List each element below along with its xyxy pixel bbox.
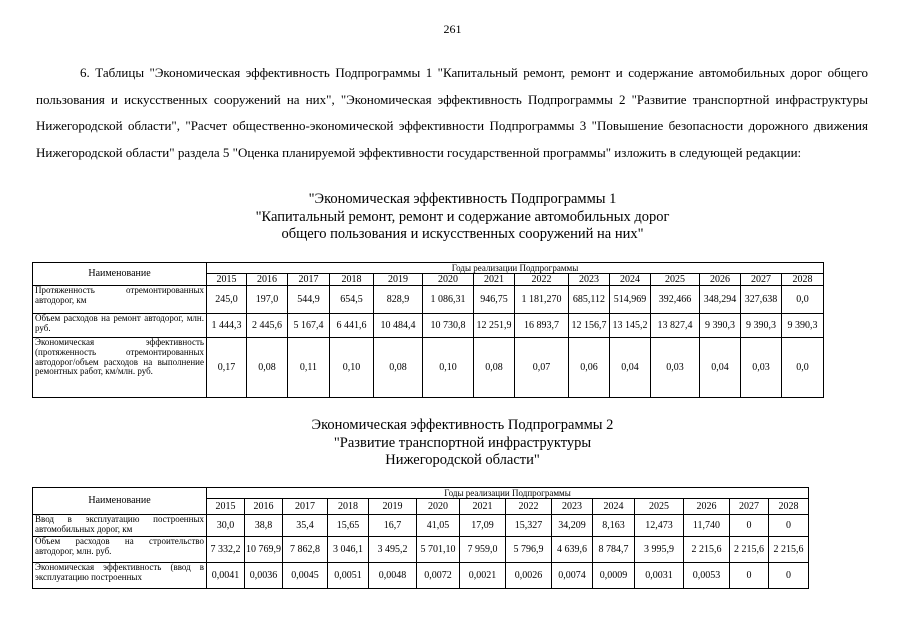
table2-cell: 0,0051 — [328, 563, 369, 589]
table1-cell: 13 145,2 — [610, 314, 651, 338]
table2-cell: 2 215,6 — [769, 537, 809, 563]
table1-cell: 0,10 — [330, 338, 374, 398]
table1-cell: 0,08 — [374, 338, 423, 398]
table2-row-name: Ввод в эксплуатацию построенных автомобильных дорог, км — [33, 515, 207, 537]
table2-cell: 0,0045 — [283, 563, 328, 589]
table1-cell: 0,0 — [782, 338, 824, 398]
table1-cell: 5 167,4 — [288, 314, 330, 338]
table2-cell: 0,0053 — [684, 563, 730, 589]
table2-cell: 5 701,10 — [417, 537, 460, 563]
table1-name-header: Наименование — [33, 263, 207, 286]
table2-cell: 7 959,0 — [460, 537, 506, 563]
table1-cell: 0,04 — [610, 338, 651, 398]
table1-row-name: Экономическая эффективность (протяженность отремонтированных автодорог/объем расходов на выполнение ремонтных работ, км/млн. руб. — [33, 338, 207, 398]
table2-cell: 0 — [769, 515, 809, 537]
table1-year-header: 2015 — [207, 274, 247, 286]
table1-cell: 544,9 — [288, 286, 330, 314]
table2-row-name: Объем расходов на строительство автодорог, млн. руб. — [33, 537, 207, 563]
table1-row-name: Объем расходов на ремонт автодорог, млн. руб. — [33, 314, 207, 338]
table2-cell: 0,0072 — [417, 563, 460, 589]
table1-cell: 0,08 — [474, 338, 515, 398]
table1-cell: 10 484,4 — [374, 314, 423, 338]
table1-cell: 514,969 — [610, 286, 651, 314]
table1-cell: 9 390,3 — [741, 314, 782, 338]
table2-cell: 0 — [769, 563, 809, 589]
table2-group-header: Годы реализации Подпрограммы — [207, 488, 809, 499]
table1-cell: 0,10 — [423, 338, 474, 398]
table1-cell: 0,0 — [782, 286, 824, 314]
table1-year-header: 2022 — [515, 274, 569, 286]
table1-cell: 392,466 — [651, 286, 700, 314]
table1-cell: 0,07 — [515, 338, 569, 398]
table1-cell: 9 390,3 — [700, 314, 741, 338]
table2-cell: 2 215,6 — [730, 537, 769, 563]
table2-year-header: 2017 — [283, 499, 328, 515]
table2-year-header: 2027 — [730, 499, 769, 515]
table2-cell: 0,0041 — [207, 563, 245, 589]
page-number: 261 — [443, 22, 462, 36]
table1-year-header: 2021 — [474, 274, 515, 286]
table2-cell: 15,327 — [506, 515, 552, 537]
table1-cell: 0,04 — [700, 338, 741, 398]
table2-cell: 7 862,8 — [283, 537, 328, 563]
table1-title-line: общего пользования и искусственных сооружений на них" — [281, 226, 644, 242]
table1-title — [0, 191, 905, 244]
table1-year-header: 2027 — [741, 274, 782, 286]
table1-title-line: "Экономическая эффективность Подпрограммы 1 — [308, 191, 617, 207]
table2-year-header: 2021 — [460, 499, 506, 515]
table2-year-header: 2026 — [684, 499, 730, 515]
table2-cell: 35,4 — [283, 515, 328, 537]
table1-cell: 1 181,270 — [515, 286, 569, 314]
table2-name-header: Наименование — [33, 488, 207, 515]
table2-cell: 0,0074 — [552, 563, 593, 589]
table1-year-header: 2023 — [569, 274, 610, 286]
table1-cell: 10 730,8 — [423, 314, 474, 338]
table1-cell: 13 827,4 — [651, 314, 700, 338]
table1-cell: 197,0 — [247, 286, 288, 314]
table1-cell: 0,03 — [651, 338, 700, 398]
table2-year-header: 2022 — [506, 499, 552, 515]
table1-year-header: 2016 — [247, 274, 288, 286]
table2-cell: 0,0048 — [369, 563, 417, 589]
table1-cell: 6 441,6 — [330, 314, 374, 338]
table1-cell: 0,11 — [288, 338, 330, 398]
table1-cell: 16 893,7 — [515, 314, 569, 338]
table2-cell: 15,65 — [328, 515, 369, 537]
table2-cell: 0,0021 — [460, 563, 506, 589]
table2-title-line: Нижегородской области" — [385, 452, 540, 468]
table1-year-header: 2020 — [423, 274, 474, 286]
table2-cell: 12,473 — [635, 515, 684, 537]
table2-cell: 4 639,6 — [552, 537, 593, 563]
table1-cell: 12 251,9 — [474, 314, 515, 338]
table1-title-line: "Капитальный ремонт, ремонт и содержание автомобильных дорог — [255, 208, 670, 225]
table1-year-header: 2026 — [700, 274, 741, 286]
table1-cell: 946,75 — [474, 286, 515, 314]
table1-cell: 348,294 — [700, 286, 741, 314]
table1-cell: 1 086,31 — [423, 286, 474, 314]
table1-cell: 0,03 — [741, 338, 782, 398]
table1-row — [33, 338, 824, 398]
table2-title — [0, 417, 905, 470]
table1-year-header: 2017 — [288, 274, 330, 286]
table2-cell: 5 796,9 — [506, 537, 552, 563]
table2-cell: 11,740 — [684, 515, 730, 537]
table2-cell: 8 784,7 — [593, 537, 635, 563]
table1-row — [33, 314, 824, 338]
table2-cell: 0,0036 — [245, 563, 283, 589]
table1-year-header: 2019 — [374, 274, 423, 286]
table2-cell: 38,8 — [245, 515, 283, 537]
table2-year-header: 2024 — [593, 499, 635, 515]
table2-title-line: Экономическая эффективность Подпрограммы 2 — [311, 417, 614, 433]
table1-cell: 0,08 — [247, 338, 288, 398]
table2-cell: 41,05 — [417, 515, 460, 537]
table1 — [32, 262, 824, 398]
table2-cell: 3 046,1 — [328, 537, 369, 563]
table2-cell: 17,09 — [460, 515, 506, 537]
table2-body — [33, 515, 809, 589]
table2-cell: 30,0 — [207, 515, 245, 537]
table1-row-name: Протяженность отремонтированных автодорог, км — [33, 286, 207, 314]
table2-cell: 0,0031 — [635, 563, 684, 589]
table1-year-header: 2024 — [610, 274, 651, 286]
table1-cell: 685,112 — [569, 286, 610, 314]
table2-year-header: 2015 — [207, 499, 245, 515]
table2-cell: 0,0026 — [506, 563, 552, 589]
table2-cell: 7 332,2 — [207, 537, 245, 563]
table2-year-header: 2018 — [328, 499, 369, 515]
table2-row — [33, 563, 809, 589]
table1-body — [33, 286, 824, 398]
table1-cell: 0,06 — [569, 338, 610, 398]
table2-cell: 0 — [730, 515, 769, 537]
table2-row — [33, 537, 809, 563]
table1-row — [33, 286, 824, 314]
table1-cell: 828,9 — [374, 286, 423, 314]
table1-cell: 327,638 — [741, 286, 782, 314]
table2-year-header: 2028 — [769, 499, 809, 515]
table2-row-name: Экономическая эффективность (ввод в эксплуатацию построенных — [33, 563, 207, 589]
table2-year-header: 2019 — [369, 499, 417, 515]
table1-cell: 1 444,3 — [207, 314, 247, 338]
table1-group-header: Годы реализации Подпрограммы — [207, 263, 824, 274]
table2-cell: 2 215,6 — [684, 537, 730, 563]
table2-cell: 16,7 — [369, 515, 417, 537]
table2-cell: 0,0009 — [593, 563, 635, 589]
table2-cell: 8,163 — [593, 515, 635, 537]
intro-paragraph: 6. Таблицы "Экономическая эффективность Подпрограммы 1 "Капитальный ремонт, ремонт и содержание автомобильных дорог общего пользования и искусственных сооружений на них", "Экономическая эффективность Подпрограммы 2 "Развитие транспортной инфраструктуры Нижегородской области", "Расчет общественно-экономической эффективности Подпрограммы 3 "Повышение безопасности дорожного движения Нижегородской области" раздела 5 "Оценка планируемой эффективности государственной программы" изложить в следующей редакции: — [36, 65, 868, 160]
table2-year-header: 2016 — [245, 499, 283, 515]
table2-row — [33, 515, 809, 537]
table2-year-header: 2025 — [635, 499, 684, 515]
table1-cell: 9 390,3 — [782, 314, 824, 338]
table1-cell: 654,5 — [330, 286, 374, 314]
table2-cell: 0 — [730, 563, 769, 589]
table1-year-header: 2018 — [330, 274, 374, 286]
table2-title-line: "Развитие транспортной инфраструктуры — [333, 434, 592, 451]
table2-year-header: 2020 — [417, 499, 460, 515]
table2-header-row — [33, 488, 809, 499]
table1-cell: 0,17 — [207, 338, 247, 398]
table1-year-header: 2028 — [782, 274, 824, 286]
table1-cell: 245,0 — [207, 286, 247, 314]
table1-cell: 12 156,7 — [569, 314, 610, 338]
table2 — [32, 487, 809, 589]
table2-year-header: 2023 — [552, 499, 593, 515]
table1-cell: 2 445,6 — [247, 314, 288, 338]
table2-cell: 3 495,2 — [369, 537, 417, 563]
table2-cell: 34,209 — [552, 515, 593, 537]
table1-header-row — [33, 263, 824, 274]
table2-cell: 10 769,9 — [245, 537, 283, 563]
table1-year-header: 2025 — [651, 274, 700, 286]
table2-cell: 3 995,9 — [635, 537, 684, 563]
